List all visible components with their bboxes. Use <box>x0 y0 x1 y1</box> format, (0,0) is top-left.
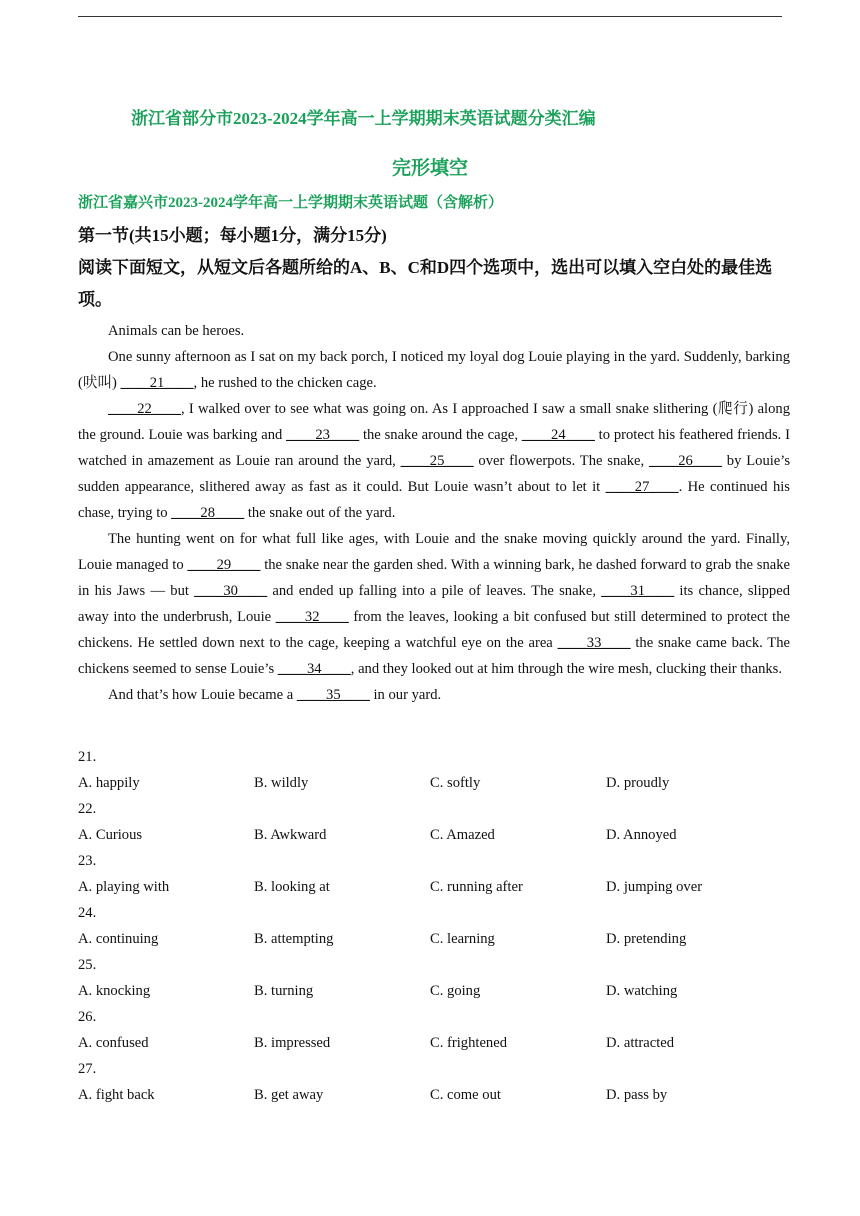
passage <box>78 318 790 708</box>
option-d: D. pretending <box>606 931 687 947</box>
question-24 <box>78 900 790 952</box>
option-row <box>78 978 790 1004</box>
blank-28: ____28____ <box>171 505 245 521</box>
option-row <box>78 926 790 952</box>
passage-paragraph-2: One sunny afternoon as I sat on my back porch, I noticed my loyal dog Louie playing in the yard. Suddenly, barking (吠叫) ____21____, he rushed to the chicken cage. <box>78 349 790 391</box>
option-d: D. jumping over <box>606 879 703 895</box>
option-a: A. knocking <box>78 983 151 999</box>
blank-31: ____31____ <box>601 583 675 599</box>
passage-paragraph-4: The hunting went on for what full like ages, with Louie and the snake moving quickly around the yard. Finally, Louie managed to ____29____ the snake near the garden shed. With a winning bark, he dashed forward to grab the snake in his Jaws — but ____30____ and ended up falling into a pile of leaves. The snake, ____31____ its chance, slipped away into the underbrush, Louie ____32____ from the leaves, looking a bit confused but still determined to protect the chickens. He settled down next to the cage, keeping a watchful eye on the area ____33____ the snake came back. The chickens seemed to sense Louie’s ____34____, and they looked out at him through the wire mesh, clucking their thanks. <box>78 531 790 677</box>
blank-26: ____26____ <box>649 453 722 469</box>
blank-35: ____35____ <box>296 687 370 703</box>
option-d: D. attracted <box>606 1035 675 1051</box>
option-d: D. proudly <box>606 775 670 791</box>
option-b: B. looking at <box>254 879 330 895</box>
option-d: D. pass by <box>606 1087 668 1103</box>
passage-paragraph-1: Animals can be heroes. <box>108 323 245 339</box>
option-row <box>78 874 790 900</box>
option-row <box>78 822 790 848</box>
option-c: C. going <box>430 983 481 999</box>
option-b: B. Awkward <box>254 827 327 843</box>
option-d: D. Annoyed <box>606 827 677 843</box>
option-a: A. continuing <box>78 931 159 947</box>
option-a: A. fight back <box>78 1087 155 1103</box>
document-title: 浙江省部分市2023-2024学年高一上学期期末英语试题分类汇编 <box>131 109 596 128</box>
exam-source: 浙江省嘉兴市2023-2024学年高一上学期期末英语试题（含解析） <box>78 195 503 211</box>
blank-23: ____23____ <box>286 427 360 443</box>
question-number: 21. <box>78 749 97 765</box>
option-b: B. attempting <box>254 931 334 947</box>
option-a: A. playing with <box>78 879 170 895</box>
option-d: D. watching <box>606 983 678 999</box>
option-c: C. come out <box>430 1087 501 1103</box>
question-number: 26. <box>78 1009 97 1025</box>
blank-33: ____33____ <box>557 635 631 651</box>
question-number: 27. <box>78 1061 97 1077</box>
option-row <box>78 770 790 796</box>
blank-32: ____32____ <box>275 609 349 625</box>
blank-27: ____27____ <box>605 479 679 495</box>
question-23 <box>78 848 790 900</box>
option-c: C. softly <box>430 775 481 791</box>
question-number: 22. <box>78 801 97 817</box>
question-number: 25. <box>78 957 97 973</box>
passage-paragraph-5: And that’s how Louie became a ____35____ in our yard. <box>108 687 442 703</box>
question-number: 23. <box>78 853 97 869</box>
option-row <box>78 1082 790 1108</box>
question-26 <box>78 1004 790 1056</box>
option-a: A. Curious <box>78 827 143 843</box>
option-c: C. learning <box>430 931 495 947</box>
blank-22: ____22____ <box>108 401 181 417</box>
question-25 <box>78 952 790 1004</box>
passage-paragraph-3: ____22____, I walked over to see what was going on. As I approached I saw a small snake slithering (爬行) along the ground. Louie was barking and ____23____ the snake around the cage, ____24____ to protect his feathered friends. I watched in amazement as Louie ran around the yard, ____25____ over flowerpots. The snake, ____26____ by Louie’s sudden appearance, slithered away as fast as it could. But Louie wasn’t about to let it ____27____. He continued his chase, trying to ____28____ the snake out of the yard. <box>78 401 791 521</box>
question-21 <box>78 744 790 796</box>
instructions: 阅读下面短文，从短文后各题所给的A、B、C和D四个选项中，选出可以填入空白处的最佳选项。 <box>78 258 773 309</box>
section-heading: 第一节(共15小题；每小题1分，满分15分) <box>78 226 387 245</box>
header-rule <box>78 16 782 17</box>
option-b: B. wildly <box>254 775 309 791</box>
option-b: B. get away <box>254 1087 324 1103</box>
blank-21: ____21____ <box>120 375 194 391</box>
question-22 <box>78 796 790 848</box>
document-subtitle: 完形填空 <box>391 158 468 179</box>
question-list <box>78 744 790 1108</box>
question-27 <box>78 1056 790 1108</box>
blank-34: ____34____ <box>277 661 351 677</box>
question-number: 24. <box>78 905 97 921</box>
blank-29: ____29____ <box>187 557 261 573</box>
option-a: A. confused <box>78 1035 149 1051</box>
option-c: C. frightened <box>430 1035 508 1051</box>
option-c: C. running after <box>430 879 523 895</box>
option-c: C. Amazed <box>430 827 495 843</box>
option-row <box>78 1030 790 1056</box>
option-b: B. turning <box>254 983 314 999</box>
blank-30: ____30____ <box>194 583 268 599</box>
blank-24: ____24____ <box>521 427 595 443</box>
blank-25: ____25____ <box>400 453 474 469</box>
option-a: A. happily <box>78 775 140 791</box>
option-b: B. impressed <box>254 1035 331 1051</box>
